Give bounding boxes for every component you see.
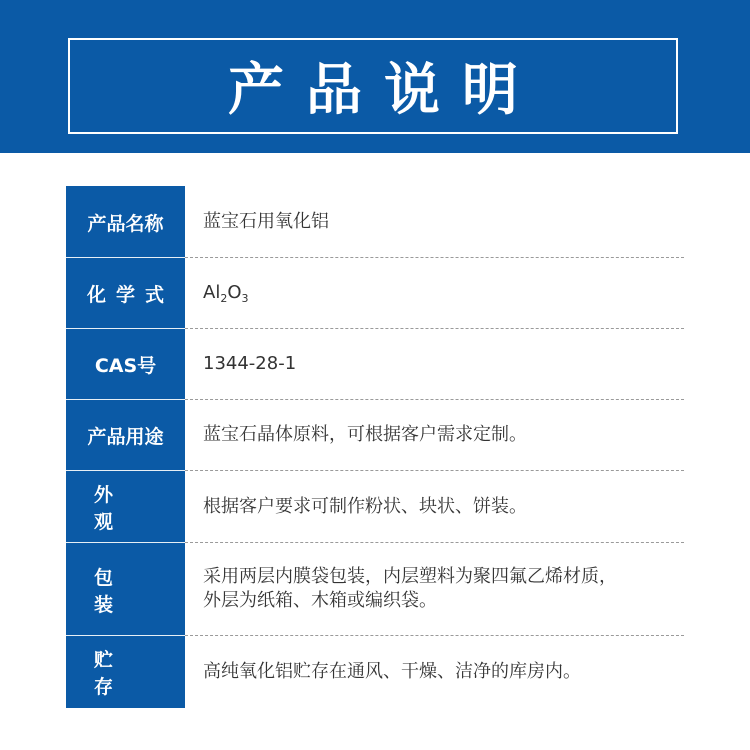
row-value xyxy=(185,400,684,471)
packaging-value-line1: 采用两层内膜袋包装，内层塑料为聚四氟乙烯材质， xyxy=(203,566,617,587)
table-row-storage xyxy=(66,636,684,708)
row-value xyxy=(185,258,684,329)
spec-table xyxy=(66,186,684,708)
row-label: 化学式 xyxy=(66,258,185,329)
cas-number: 1344-28-1 xyxy=(203,353,297,374)
appearance-value: 根据客户要求可制作粉状、块状、饼装。 xyxy=(203,495,527,517)
table-row-usage xyxy=(66,400,684,471)
row-label: 外观 xyxy=(66,471,185,543)
row-value xyxy=(185,186,684,258)
page-title: 产品说明 xyxy=(228,58,540,123)
row-value xyxy=(185,543,684,636)
packaging-value-line2: 外层为纸箱、木箱或编织袋。 xyxy=(203,590,437,611)
row-label: 产品用途 xyxy=(66,400,185,471)
usage-value: 蓝宝石晶体原料，可根据客户需求定制。 xyxy=(203,424,527,445)
table-row-product-name xyxy=(66,186,684,258)
row-label: CAS号 xyxy=(66,329,185,400)
row-value xyxy=(185,636,684,708)
banner-frame xyxy=(68,38,678,134)
row-label: 贮存 xyxy=(66,636,185,708)
header-banner xyxy=(0,0,750,153)
table-row-packaging xyxy=(66,543,684,636)
storage-value: 高纯氧化铝贮存在通风、干燥、洁净的库房内。 xyxy=(203,661,581,682)
chemical-formula: $Al_2O_3$ xyxy=(203,282,249,305)
product-name-value: 蓝宝石用氧化铝 xyxy=(203,210,329,232)
row-label: 包装 xyxy=(66,543,185,636)
row-label: 产品名称 xyxy=(66,186,185,258)
table-row-cas xyxy=(66,329,684,400)
table-row-appearance xyxy=(66,471,684,543)
table-row-formula xyxy=(66,258,684,329)
row-value xyxy=(185,471,684,543)
row-value xyxy=(185,329,684,400)
